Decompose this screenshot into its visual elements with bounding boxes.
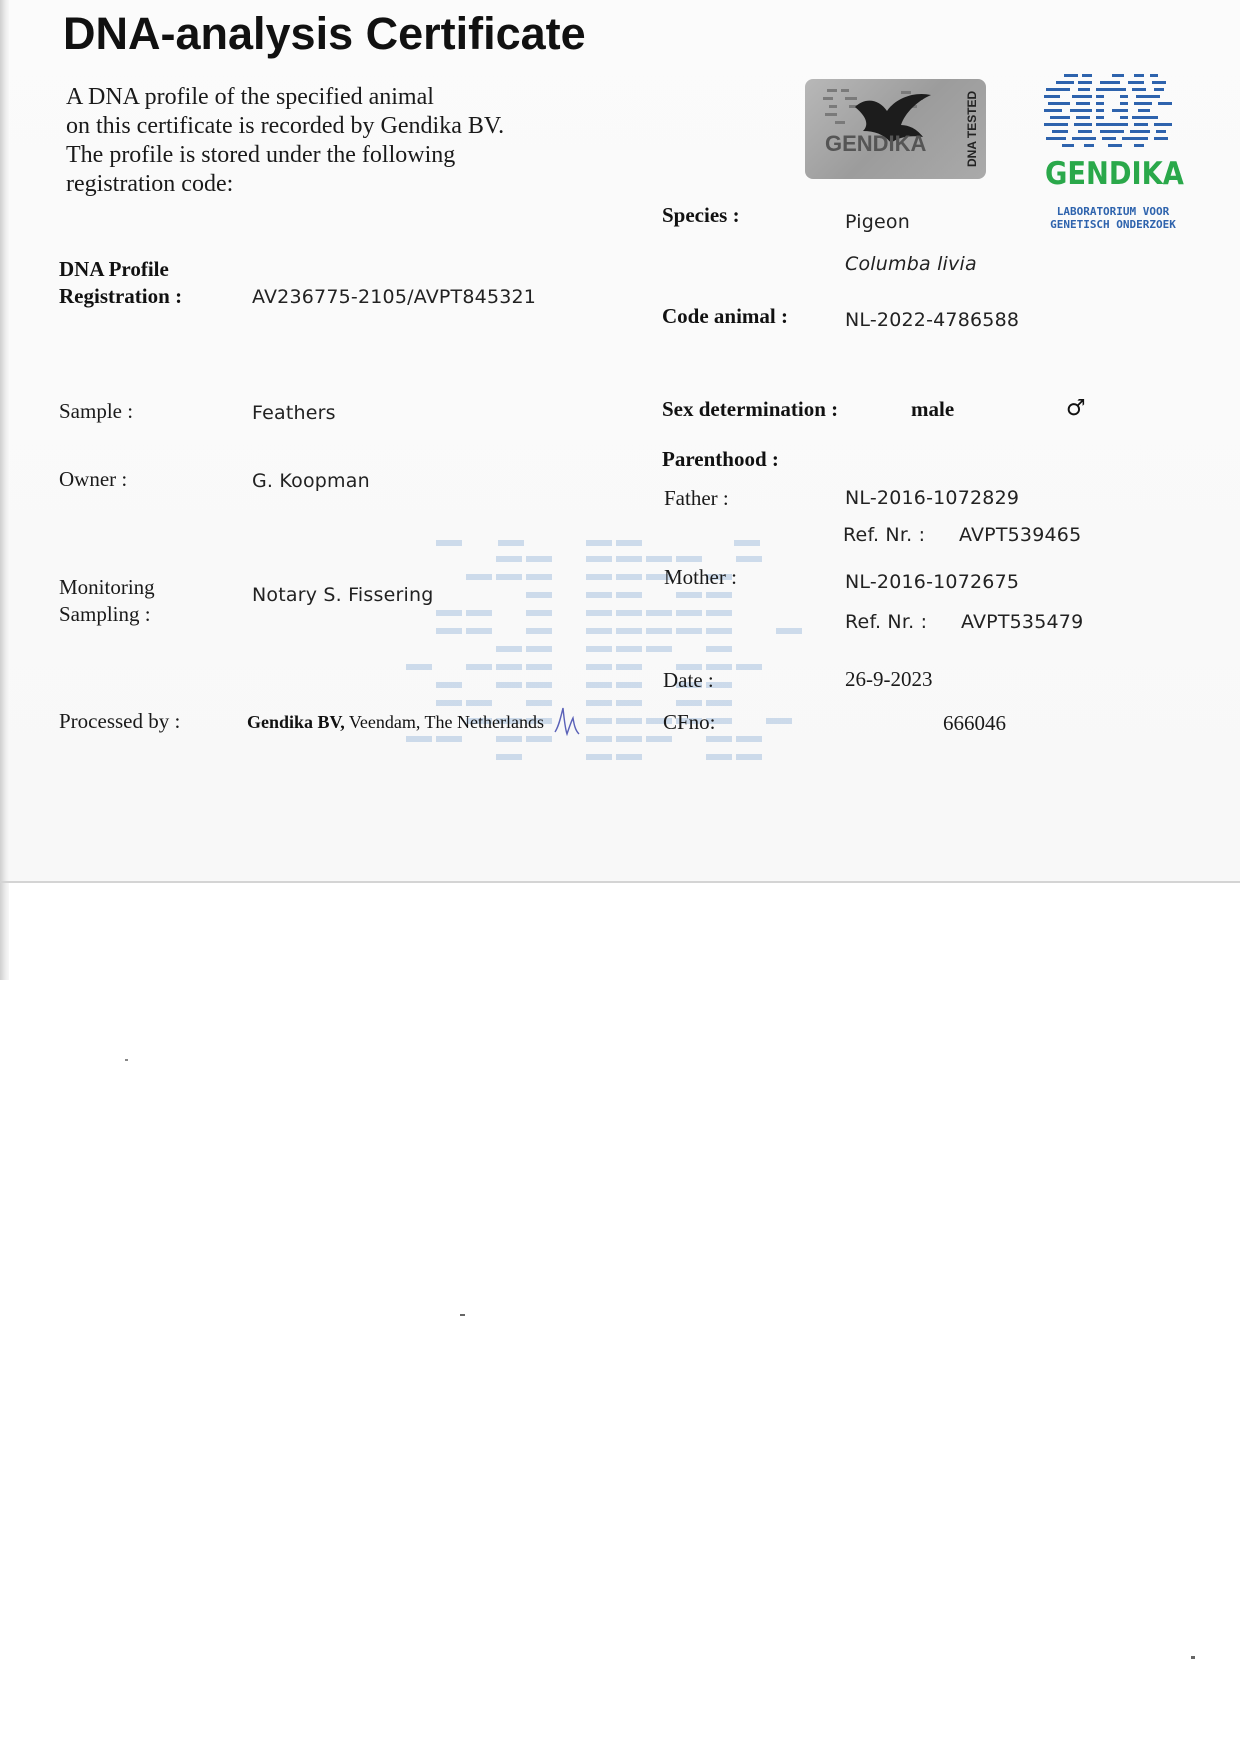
scan-speck [125,1059,128,1061]
intro-line: on this certificate is recorded by Gendika BV. [66,113,505,139]
cfno-value: 666046 [943,711,1006,735]
watermark-logo [400,530,850,800]
processed-value [247,712,544,733]
father-label: Father : [664,486,729,510]
gendika-logo-subtitle [1043,205,1183,231]
processed-company: Gendika BV, [247,712,345,732]
gendika-logo-icon [1042,72,1182,152]
code-animal-value: NL-2022-4786588 [845,309,1020,331]
father-ref-value: AVPT539465 [959,524,1082,546]
signature-mark [553,706,581,738]
sex-value: male [911,397,955,421]
scan-edge-shadow [0,0,9,980]
logo-subtitle-line: LABORATORIUM VOOR [1056,205,1170,218]
sample-label: Sample : [59,399,134,423]
owner-label: Owner : [59,467,128,491]
sample-value: Feathers [252,402,336,424]
date-value: 26-9-2023 [845,667,933,691]
sex-label: Sex determination : [662,397,839,421]
registration-value: AV236775-2105/AVPT845321 [252,286,537,308]
intro-line: A DNA profile of the specified animal [66,84,434,110]
registration-label-line: Registration : [59,284,183,308]
intro-text [66,83,586,199]
species-common: Pigeon [845,211,910,233]
owner-value: G. Koopman [252,470,370,492]
scan-speck [460,1314,465,1316]
species-label: Species : [662,203,740,227]
mother-ref-label: Ref. Nr. : [845,611,928,633]
father-ref-label: Ref. Nr. : [843,524,926,546]
scan-speck [1191,1656,1195,1659]
bird-icon [805,79,965,179]
intro-line: The profile is stored under the following [66,142,456,168]
processed-label: Processed by : [59,709,181,733]
scan-fold-line [0,881,1240,883]
male-symbol-icon: ♂ [1066,396,1086,421]
intro-line: registration code: [66,171,234,197]
species-latin: Columba livia [845,253,977,275]
registration-label-line: DNA Profile [59,257,169,281]
logo-subtitle-line: GENETISCH ONDERZOEK [1050,218,1176,231]
mother-ref-value: AVPT535479 [961,611,1084,633]
parenthood-label: Parenthood : [662,447,779,471]
monitoring-value: Notary S. Fissering [252,584,434,606]
mother-label: Mother : [664,565,737,589]
processed-location: Veendam, The Netherlands [344,712,544,732]
monitoring-label-line: Sampling : [59,602,151,626]
monitoring-label [59,574,155,628]
date-label: Date : [663,668,714,692]
seal-side-text: DNA TESTED [965,90,979,168]
cfno-label: CFno: [663,710,716,734]
monitoring-label-line: Monitoring [59,575,155,599]
mother-value: NL-2016-1072675 [845,571,1020,593]
code-animal-label: Code animal : [662,304,788,328]
dna-tested-seal [805,79,986,179]
certificate-title: DNA-analysis Certificate [63,8,586,59]
registration-label [59,256,182,310]
gendika-logo-brand: GENDIKA [1045,156,1184,192]
seal-brand: GENDIKA [825,131,927,156]
father-value: NL-2016-1072829 [845,487,1020,509]
